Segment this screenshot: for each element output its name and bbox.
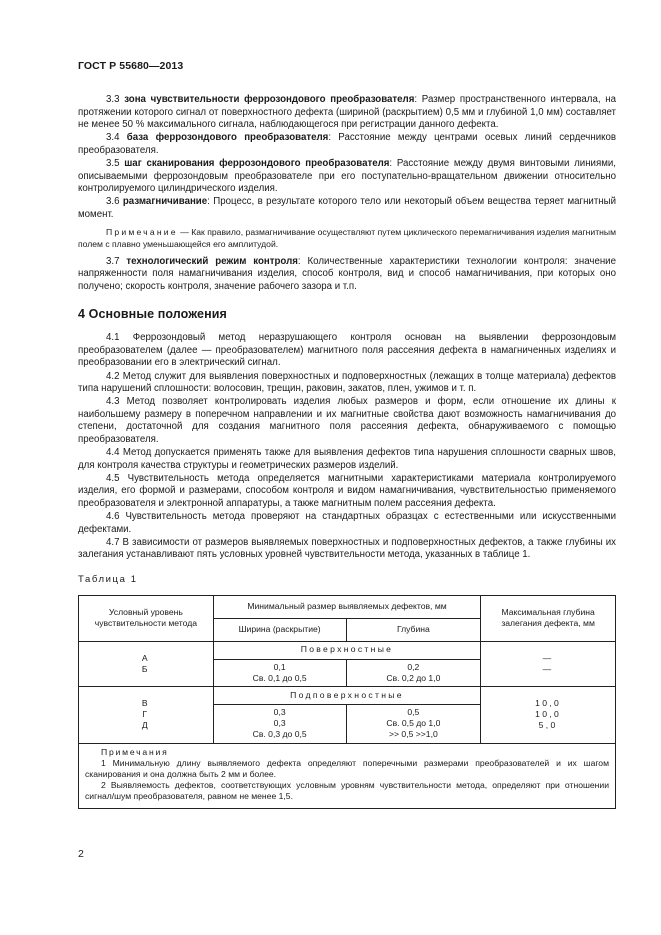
para-4-7: 4.7 В зависимости от размеров выявляемых поверхностных и подповерхностных дефектов, а также глубины их залегания устанавливают пять условных уровней чувствительности метода, указанных в таблице 1.	[78, 536, 616, 561]
header-level: Условный уровень чувствительности метода	[79, 595, 214, 641]
table-note-2: 2 Выявляемость дефектов, соответствующих условным уровням чувствительности метода, определяют при отношении сигнал/шум преобразователя, равном не менее 1,5.	[85, 780, 609, 802]
table-notes	[79, 743, 616, 808]
document-body	[78, 94, 616, 809]
subsurface-levels: В Г Д	[79, 686, 214, 743]
table-section-surface	[79, 641, 616, 659]
para-4-2: 4.2 Метод служит для выявления поверхностных и подповерхностных (лежащих в толще материала) дефектов типа нарушений сплошности: волосовин, трещин, раковин, закатов, плен, ужимов и т. п.	[78, 370, 616, 395]
term-3-6: 3.6 размагничивание: Процесс, в результате которого тело или некоторый объем вещества теряет магнитный момент.	[78, 196, 616, 220]
para-4-5: 4.5 Чувствительность метода определяется магнитными характеристиками материала контролируемого изделия, его формой и размерами, способом контроля и видом намагничивания, чувствительностью применяемого преобразователя и электронной аппаратуры, а также магнитным полем рассеяния дефекта.	[78, 472, 616, 509]
header-max-depth: Максимальная глубина залегания дефекта, мм	[481, 595, 616, 641]
table-note-1: 1 Минимальную длину выявляемого дефекта определяют поперечными размерами преобразователей и их шагом сканирования и она должна быть 2 мм и более.	[85, 757, 609, 779]
term-3-3: 3.3 зона чувствительности феррозондового преобразователя: Размер пространственного интервала, на протяжении которого сигнал от поверхностного дефекта (шириной (раскрытием) 0,5 мм и глубиной 1,0 мм) составляет не менее 50 % максимального сигнала, наблюдающегося при регистрации данного дефекта.	[78, 94, 616, 131]
subsurface-max-depths: 10,0 10,0 5,0	[481, 686, 616, 743]
section-4-title: 4 Основные положения	[78, 306, 227, 321]
document-header: ГОСТ Р 55680—2013	[78, 60, 184, 72]
table-notes-title: Примечания	[101, 746, 169, 757]
header-min-size: Минимальный размер выявляемых дефектов, мм	[213, 595, 480, 618]
term-3-7: 3.7 технологический режим контроля: Количественные характеристики технологии контроля: значение напряженности поля намагничивания изделия, способ контроля, вид и способ намагничивания, при которых оно получено; скорость контроля, значение рабочего зазора и т.п.	[78, 255, 616, 293]
para-4-4: 4.4 Метод допускается применять также для выявления дефектов типа нарушения сплошности сварных швов, для контроля качества структуры и геометрических размеров изделий.	[78, 447, 616, 471]
header-width: Ширина (раскрытие)	[213, 618, 346, 641]
para-4-3: 4.3 Метод позволяет контролировать изделия любых размеров и форм, если отношение их длины к наибольшему размеру в поперечном направлении и их магнитные свойства дают возможность намагничивания до степени, достаточной для создания магнитного поля рассеяния дефекта, обнаруживаемого с помощью преобразователя.	[78, 396, 616, 445]
term-3-5: 3.5 шаг сканирования феррозондового преобразователя: Расстояние между двумя винтовыми линиями, описываемыми феррозондовым преобразователе при его поступательно-вращательном движении относительно контролируемого цилиндрического изделия.	[78, 157, 616, 195]
surface-depths: 0,2 Св. 0,2 до 1,0	[346, 659, 481, 686]
para-4-1: 4.1 Феррозондовый метод неразрушающего контроля основан на выявлении феррозондовым преобразователем (далее — преобразователем) магнитного поля рассеяния дефекта в намагниченных изделиях и преобразовании его в электрический сигнал.	[78, 332, 616, 369]
table-caption: Таблица 1	[78, 573, 138, 585]
surface-levels: А Б	[79, 641, 214, 686]
note-3-6: Примечание — Как правило, размагничивание осуществляют путем циклического перемагничивания изделия магнитным полем с плавно уменьшающейся его амплитудой.	[78, 227, 616, 249]
term-3-4: 3.4 база феррозондового преобразователя: Расстояние между центрами осевых линий сердечников преобразователя.	[78, 132, 616, 156]
section-label-surface: Поверхностные	[213, 641, 480, 659]
header-depth: Глубина	[346, 618, 481, 641]
table-section-subsurface	[79, 686, 616, 704]
subsurface-widths: 0,3 0,3 Св. 0,3 до 0,5	[213, 704, 346, 743]
section-label-subsurface: Подповерхностные	[213, 686, 480, 704]
page-number: 2	[78, 848, 84, 860]
para-4-6: 4.6 Чувствительность метода проверяют на стандартных образцах с естественными или искусственными дефектами.	[78, 511, 616, 535]
subsurface-depths: 0,5 Св. 0,5 до 1,0 >> 0,5 >>1,0	[346, 704, 481, 743]
surface-max-depths: — —	[481, 641, 616, 686]
surface-widths: 0,1 Св. 0,1 до 0,5	[213, 659, 346, 686]
sensitivity-table	[78, 595, 616, 809]
